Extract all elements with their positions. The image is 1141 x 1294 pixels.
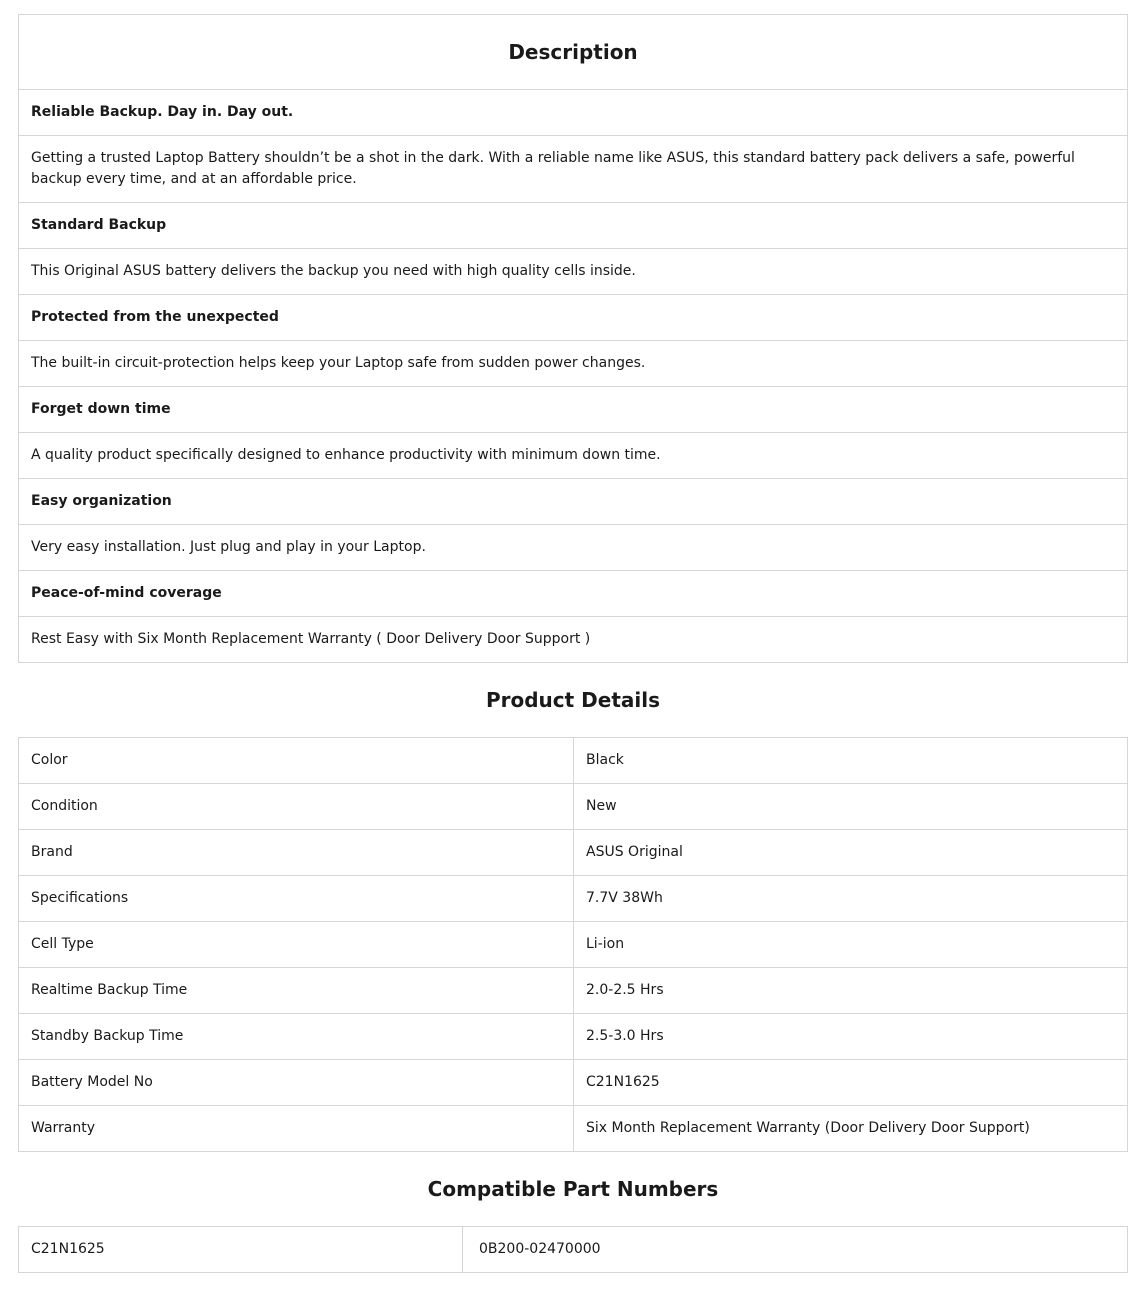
feature-heading: Protected from the unexpected <box>19 295 1128 341</box>
description-table <box>18 14 1128 663</box>
spec-label: Color <box>19 738 574 784</box>
feature-heading: Reliable Backup. Day in. Day out. <box>19 90 1128 136</box>
spec-label: Cell Type <box>19 922 574 968</box>
spec-row <box>19 968 1128 1014</box>
spec-row <box>19 1106 1128 1152</box>
spec-row <box>19 1060 1128 1106</box>
feature-text: A quality product specifically designed to enhance productivity with minimum down time. <box>19 433 1128 479</box>
feature-text: Getting a trusted Laptop Battery shouldn’t be a shot in the dark. With a reliable name like ASUS, this standard battery pack delivers a safe, powerful backup every time, and at an affordable price. <box>19 136 1128 203</box>
feature-text: Very easy installation. Just plug and play in your Laptop. <box>19 525 1128 571</box>
product-details-title: Product Details <box>485 688 661 712</box>
feature-text: Rest Easy with Six Month Replacement Warranty ( Door Delivery Door Support ) <box>19 617 1128 663</box>
description-row <box>19 525 1128 571</box>
description-row <box>19 571 1128 617</box>
parts-row <box>19 1227 1128 1273</box>
spec-value: 7.7V 38Wh <box>574 876 1128 922</box>
description-row <box>19 249 1128 295</box>
feature-heading: Easy organization <box>19 479 1128 525</box>
spec-row <box>19 784 1128 830</box>
feature-text: The built-in circuit-protection helps keep your Laptop safe from sudden power changes. <box>19 341 1128 387</box>
spec-label: Specifications <box>19 876 574 922</box>
compatible-parts-table <box>18 1226 1128 1273</box>
spec-label: Condition <box>19 784 574 830</box>
spec-row <box>19 876 1128 922</box>
feature-heading: Forget down time <box>19 387 1128 433</box>
description-row <box>19 136 1128 203</box>
description-row <box>19 617 1128 663</box>
feature-heading: Standard Backup <box>19 203 1128 249</box>
description-row <box>19 341 1128 387</box>
spec-label: Realtime Backup Time <box>19 968 574 1014</box>
spec-label: Brand <box>19 830 574 876</box>
description-row <box>19 203 1128 249</box>
description-row <box>19 479 1128 525</box>
product-description-page <box>18 14 1128 1273</box>
spec-value: C21N1625 <box>574 1060 1128 1106</box>
spec-row <box>19 830 1128 876</box>
spec-value: ASUS Original <box>574 830 1128 876</box>
part-number: C21N1625 <box>19 1227 463 1273</box>
spec-value: 2.5-3.0 Hrs <box>574 1014 1128 1060</box>
description-row <box>19 387 1128 433</box>
spec-value: New <box>574 784 1128 830</box>
spec-value: Li-ion <box>574 922 1128 968</box>
feature-heading: Peace-of-mind coverage <box>19 571 1128 617</box>
product-details-table <box>18 737 1128 1152</box>
spec-row <box>19 1014 1128 1060</box>
spec-row <box>19 738 1128 784</box>
compatible-parts-title: Compatible Part Numbers <box>427 1177 719 1201</box>
feature-text: This Original ASUS battery delivers the backup you need with high quality cells inside. <box>19 249 1128 295</box>
description-row <box>19 295 1128 341</box>
spec-label: Standby Backup Time <box>19 1014 574 1060</box>
spec-label: Warranty <box>19 1106 574 1152</box>
spec-value: 2.0-2.5 Hrs <box>574 968 1128 1014</box>
description-row <box>19 90 1128 136</box>
description-row <box>19 433 1128 479</box>
part-number: 0B200-02470000 <box>463 1227 1128 1273</box>
spec-value: Six Month Replacement Warranty (Door Delivery Door Support) <box>574 1106 1128 1152</box>
description-title: Description <box>19 15 1128 90</box>
spec-value: Black <box>574 738 1128 784</box>
spec-row <box>19 922 1128 968</box>
spec-label: Battery Model No <box>19 1060 574 1106</box>
